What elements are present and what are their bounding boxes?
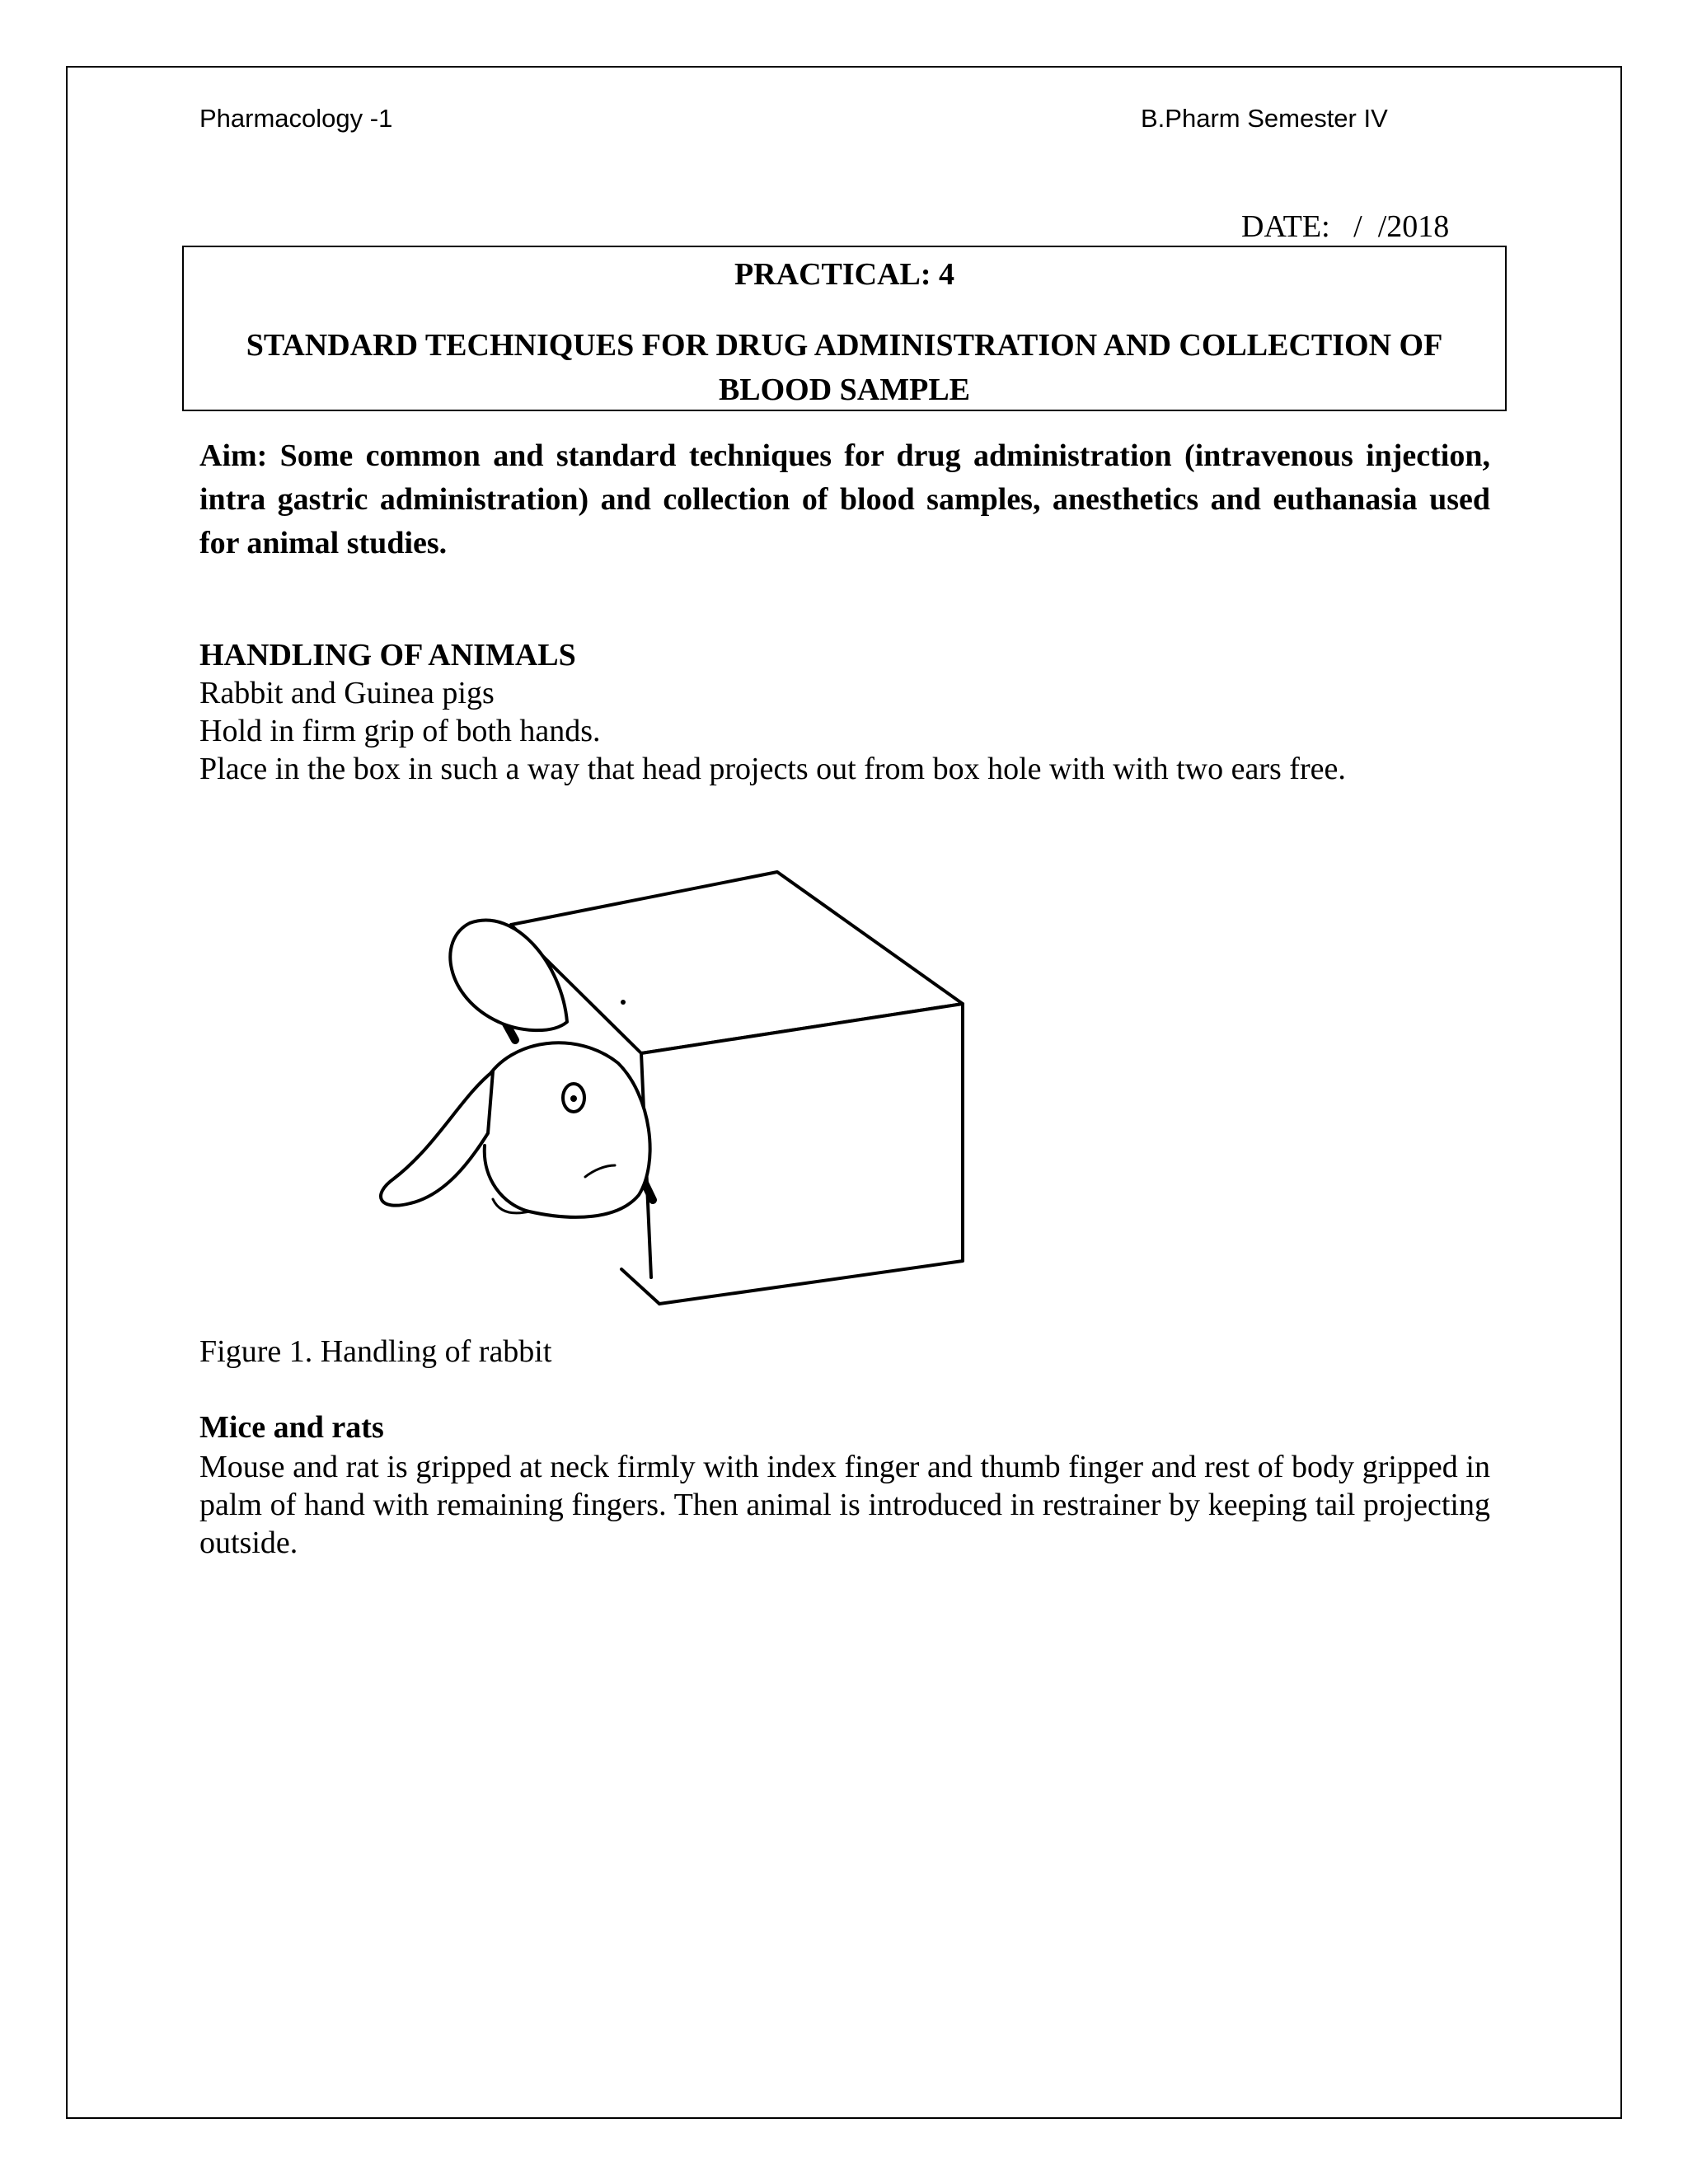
date-line: DATE: / /2018 xyxy=(1241,209,1450,244)
handling-line-3: Place in the box in such a way that head projects out from box hole with with two ears free. xyxy=(199,752,1346,786)
handling-line-1: Rabbit and Guinea pigs xyxy=(199,676,495,710)
practical-title: STANDARD TECHNIQUES FOR DRUG ADMINISTRATION AND COLLECTION OF BLOOD SAMPLE xyxy=(246,328,1443,407)
mice-rats-paragraph: Mouse and rat is gripped at neck firmly with index finger and thumb finger and rest of body gripped in palm of hand with remaining fingers. Then animal is introduced in restrainer by keeping tail projecting outside. xyxy=(199,1450,1490,1560)
aim-paragraph: Aim: Some common and standard techniques for drug administration (intravenous injection, intra gastric administration) and collection of blood samples, anesthetics and euthanasia used for animal studies. xyxy=(199,438,1490,560)
header-course: Pharmacology -1 xyxy=(199,104,393,133)
practical-number: PRACTICAL: 4 xyxy=(734,257,955,292)
handling-line-2: Hold in firm grip of both hands. xyxy=(199,714,601,748)
mice-rats-heading: Mice and rats xyxy=(199,1410,384,1445)
rabbit-in-box-figure xyxy=(346,849,1006,1310)
handling-heading: HANDLING OF ANIMALS xyxy=(199,638,576,673)
title-box xyxy=(182,246,1507,411)
figure-caption: Figure 1. Handling of rabbit xyxy=(199,1334,552,1369)
header-semester: B.Pharm Semester IV xyxy=(1141,104,1388,133)
